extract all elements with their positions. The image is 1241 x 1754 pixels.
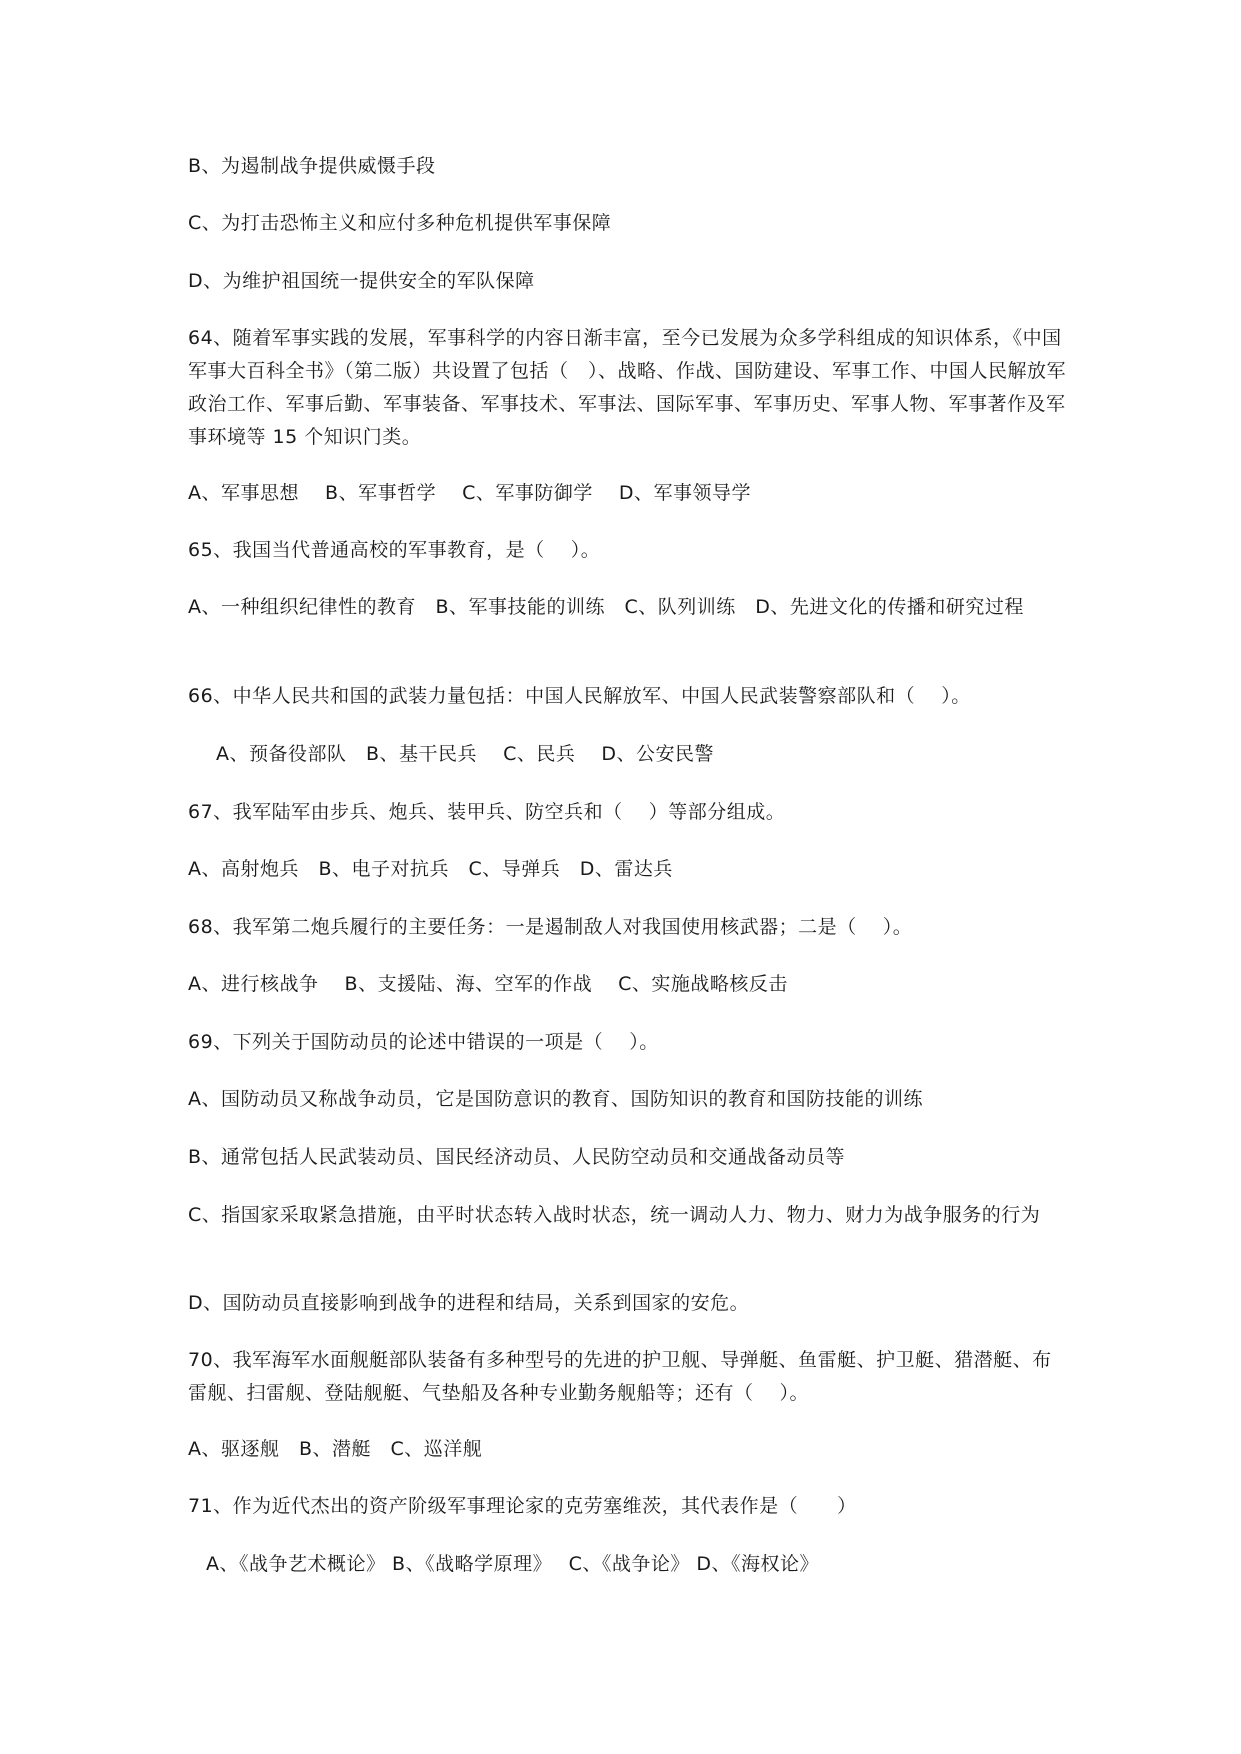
options-67: A、高射炮兵 B、电子对抗兵 C、导弹兵 D、雷达兵 bbox=[188, 858, 673, 880]
question-68: 68、我军第二炮兵履行的主要任务：一是遏制敌人对我国使用核武器；二是（ ）。 bbox=[188, 916, 913, 938]
option-69-d: D、国防动员直接影响到战争的进程和结局，关系到国家的安危。 bbox=[188, 1292, 750, 1314]
question-65: 65、我国当代普通高校的军事教育，是（ ）。 bbox=[188, 539, 601, 561]
options-68: A、进行核战争 B、支援陆、海、空军的作战 C、实施战略核反击 bbox=[188, 973, 788, 995]
options-71: A、《战争艺术概论》 B、《战略学原理》 C、《战争论》 D、《海权论》 bbox=[206, 1553, 820, 1575]
question-67: 67、我军陆军由步兵、炮兵、装甲兵、防空兵和（ ）等部分组成。 bbox=[188, 801, 786, 823]
options-65: A、一种组织纪律性的教育 B、军事技能的训练 C、队列训练 D、先进文化的传播和研究过程 bbox=[188, 596, 1024, 618]
option-69-a: A、国防动员又称战争动员，它是国防意识的教育、国防知识的教育和国防技能的训练 bbox=[188, 1088, 923, 1110]
question-71: 71、作为近代杰出的资产阶级军事理论家的克劳塞维茨，其代表作是（ ） bbox=[188, 1495, 857, 1517]
question-69: 69、下列关于国防动员的论述中错误的一项是（ ）。 bbox=[188, 1031, 659, 1053]
options-66: A、预备役部队 B、基干民兵 C、民兵 D、公安民警 bbox=[216, 743, 715, 765]
question-70: 70、我军海军水面舰艇部队装备有多种型号的先进的护卫舰、导弹艇、鱼雷艇、护卫艇、猎潜艇、布雷舰、扫雷舰、登陆舰艇、气垫船及各种专业勤务舰船等；还有（ ）。 bbox=[188, 1349, 1052, 1404]
options-64: A、军事思想 B、军事哲学 C、军事防御学 D、军事领导学 bbox=[188, 482, 752, 504]
question-64: 64、随着军事实践的发展，军事科学的内容日渐丰富，至今已发展为众多学科组成的知识体系，《中国军事大百科全书》（第二版）共设置了包括（ ）、战略、作战、国防建设、军事工作、中国人民解放军政治工作、军事后勤、军事装备、军事技术、军事法、国际军事、军事历史、军事人物、军事著作及军事环境等 15 个知识门类。 bbox=[188, 327, 1067, 448]
options-70: A、驱逐舰 B、潜艇 C、巡洋舰 bbox=[188, 1438, 483, 1460]
question-66: 66、中华人民共和国的武装力量包括：中国人民解放军、中国人民武装警察部队和（ ）。 bbox=[188, 685, 971, 707]
option-63-b: B、为遏制战争提供威慑手段 bbox=[188, 155, 436, 177]
option-63-d: D、为维护祖国统一提供安全的军队保障 bbox=[188, 270, 535, 292]
option-63-c: C、为打击恐怖主义和应付多种危机提供军事保障 bbox=[188, 212, 612, 234]
option-69-b: B、通常包括人民武装动员、国民经济动员、人民防空动员和交通战备动员等 bbox=[188, 1146, 846, 1168]
option-69-c: C、指国家采取紧急措施，由平时状态转入战时状态，统一调动人力、物力、财力为战争服务的行为 bbox=[188, 1204, 1041, 1226]
